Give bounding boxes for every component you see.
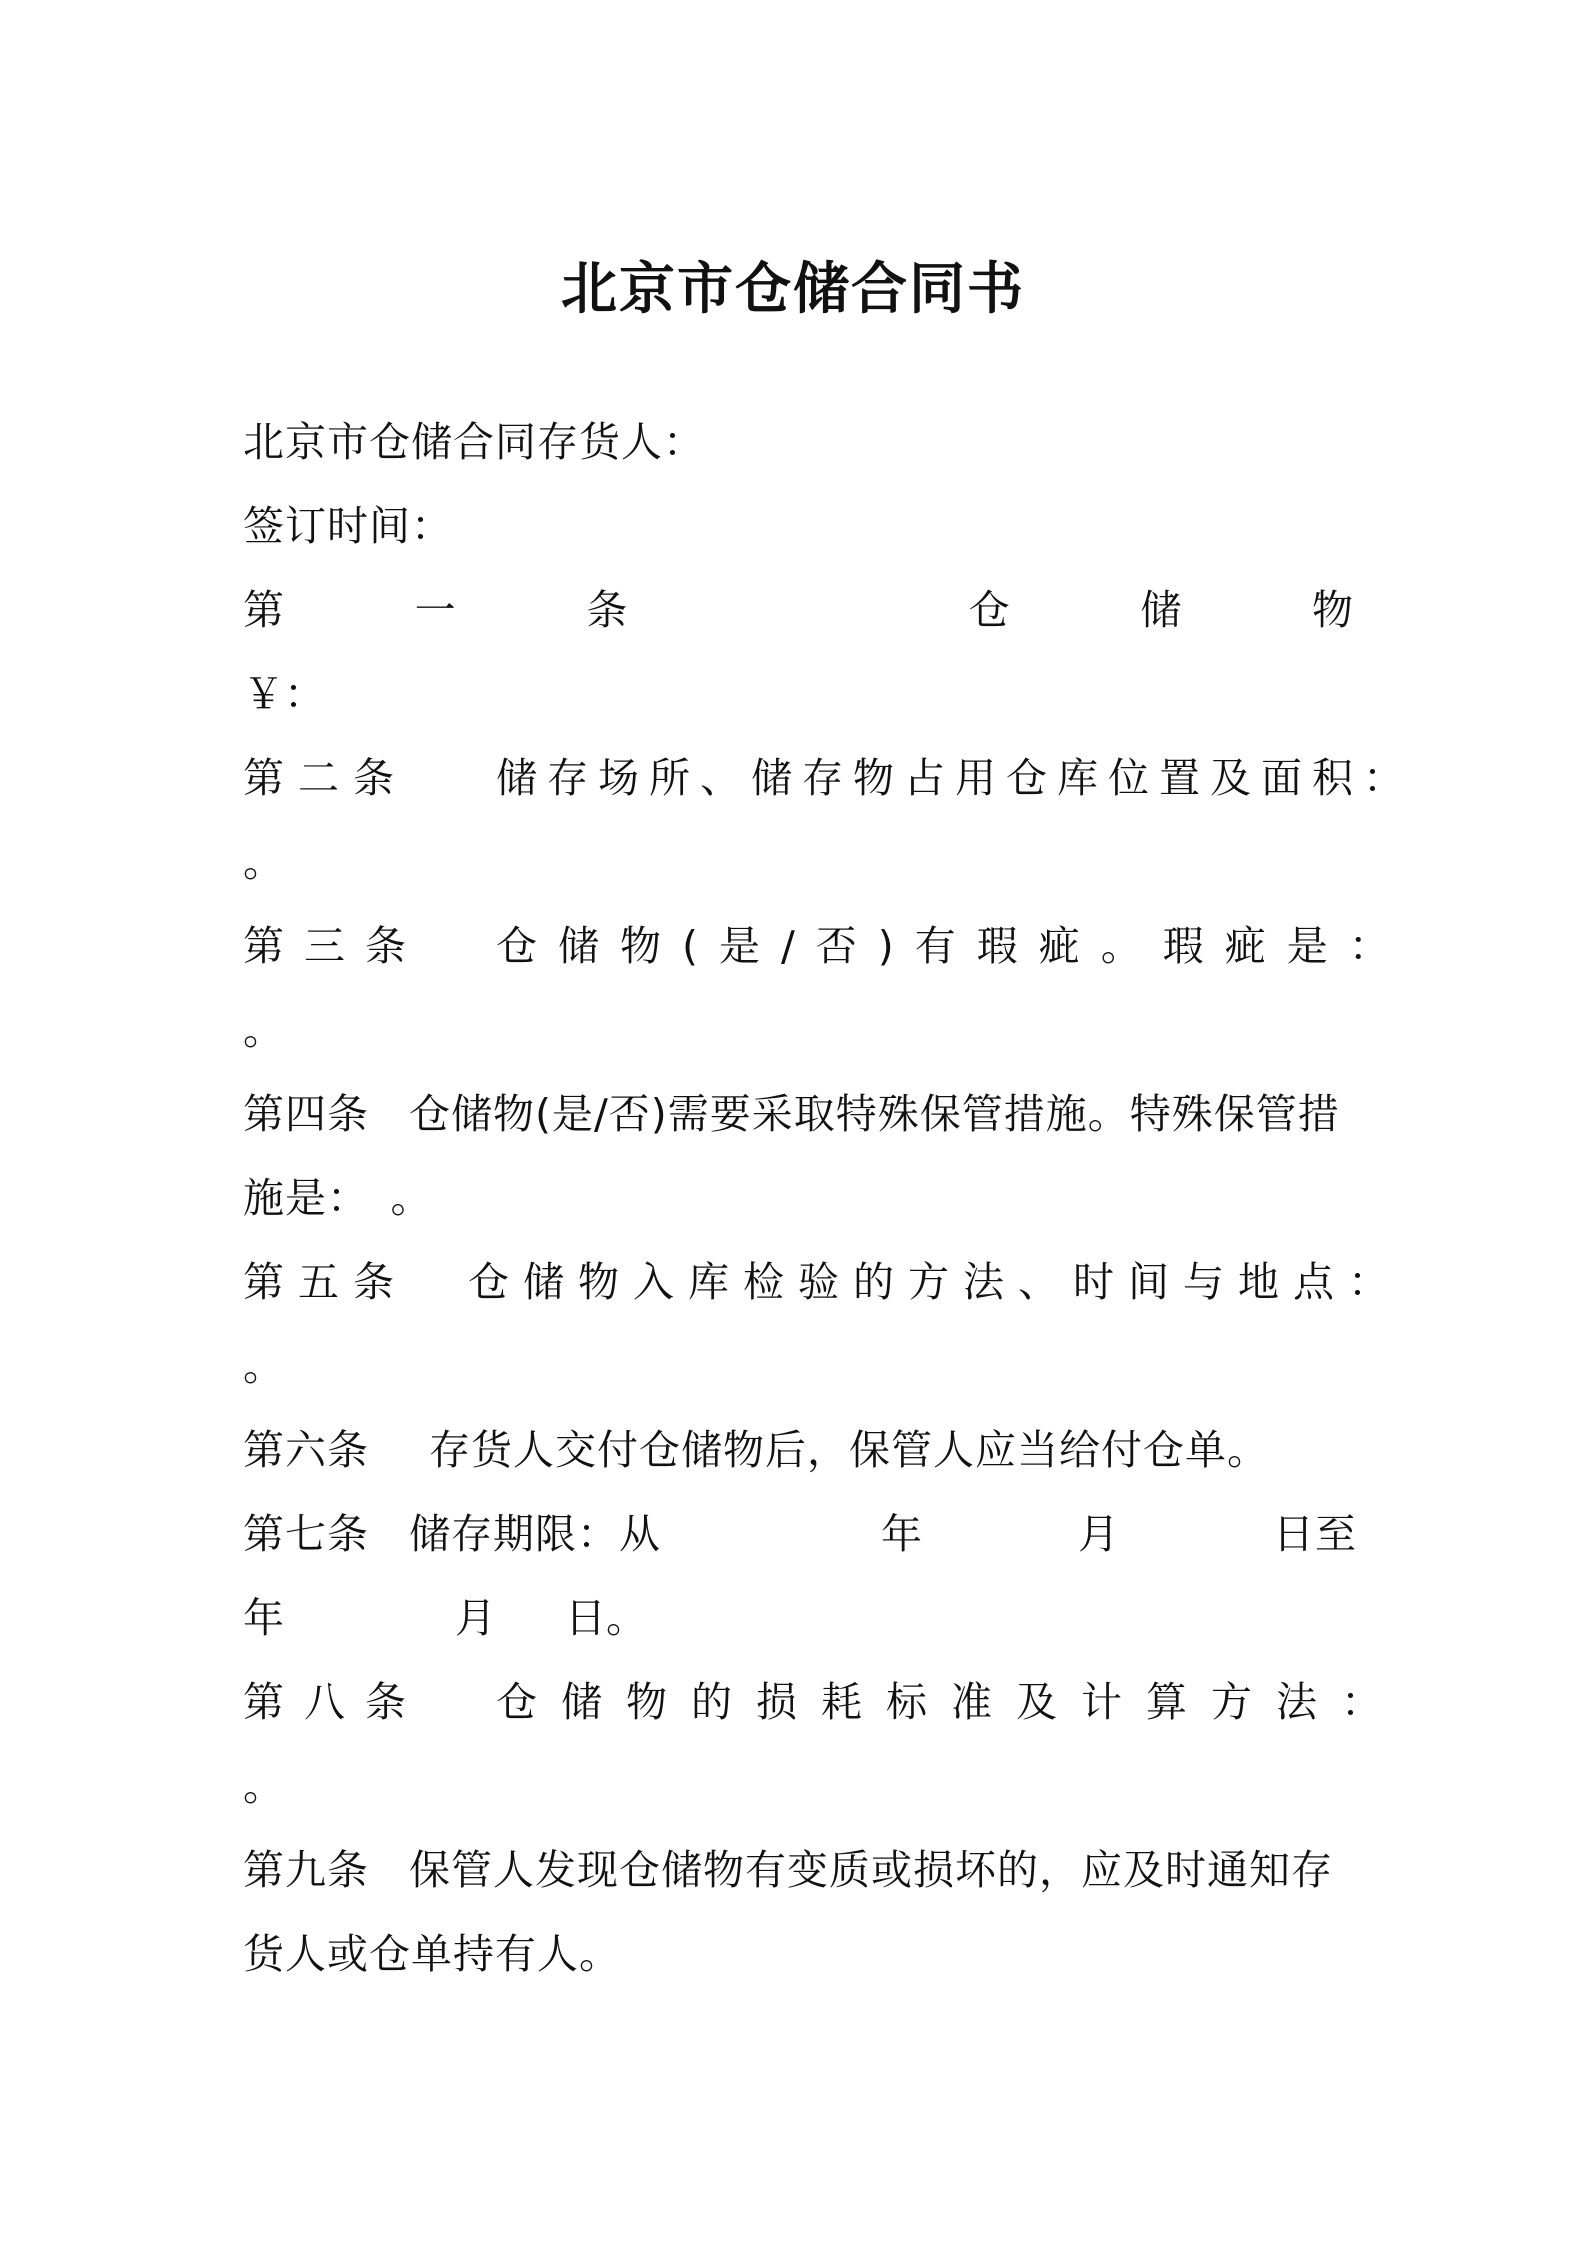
article-8-text: 仓储物的损耗标准及计算方法：	[496, 1678, 1406, 1726]
article-1-continuation: ￥：	[243, 670, 325, 718]
article-6-label: 第六条	[243, 1426, 369, 1474]
article-5-text: 仓储物入库检验的方法、时间与地点：	[468, 1258, 1403, 1306]
article-1-line	[243, 568, 1353, 652]
article-7-line	[243, 1492, 1357, 1576]
article-1-token: 物	[1311, 586, 1353, 634]
article-5-label: 第五条	[243, 1258, 408, 1306]
header-depositor-line: 北京市仓储合同存货人：	[243, 418, 705, 466]
article-7-label: 第七条	[243, 1510, 369, 1558]
article-6-line	[243, 1408, 1353, 1492]
article-2-label: 第二条	[243, 754, 408, 802]
article-8-label: 第八条	[243, 1678, 426, 1726]
article-2-text: 储存场所、储存物占用仓库位置及面积：	[496, 754, 1414, 802]
article-7-continuation	[243, 1576, 1353, 1660]
article-7-cont-day: 日。	[565, 1594, 647, 1642]
article-4-text: 仓储物(是/否)需要采取特殊保管措施。特殊保管措	[409, 1090, 1340, 1138]
article-1-token: 第	[243, 586, 284, 634]
article-7-year: 年	[881, 1510, 922, 1558]
article-1-token: 一	[414, 586, 456, 634]
article-9-text: 保管人发现仓储物有变质或损坏的，应及时通知存	[409, 1846, 1333, 1894]
article-6-text: 存货人交付仓储物后，保管人应当给付仓单。	[429, 1426, 1269, 1474]
article-7-month: 月	[1078, 1510, 1119, 1558]
document-title: 北京市仓储合同书	[561, 257, 1025, 322]
article-7-cont-month: 月	[455, 1594, 496, 1642]
article-7-day-to: 日至	[1273, 1510, 1357, 1558]
article-7-text: 储存期限：从	[409, 1510, 661, 1558]
article-4-continuation: 施是： 。	[243, 1174, 433, 1222]
header-signing-time-line: 签订时间：	[243, 502, 453, 550]
article-2-line	[243, 736, 1414, 820]
article-7-cont-year: 年	[243, 1594, 284, 1642]
article-3-label: 第三条	[243, 922, 426, 970]
article-5-continuation: 。	[243, 1342, 284, 1390]
article-1-token: 条	[586, 586, 628, 634]
article-9-continuation: 货人或仓单持有人。	[243, 1930, 621, 1978]
article-3-line	[243, 904, 1411, 988]
article-9-line	[243, 1828, 1353, 1912]
article-8-continuation: 。	[243, 1762, 284, 1810]
article-5-line	[243, 1240, 1403, 1324]
article-3-text: 仓储物(是/否)有瑕疵。瑕疵是：	[496, 922, 1411, 970]
article-1-token: 仓	[968, 586, 1010, 634]
article-9-label: 第九条	[243, 1846, 369, 1894]
article-4-line	[243, 1072, 1353, 1156]
article-4-label: 第四条	[243, 1090, 369, 1138]
article-2-continuation: 。	[243, 838, 284, 886]
article-8-line	[243, 1660, 1406, 1744]
article-3-continuation: 。	[243, 1006, 284, 1054]
article-1-token: 储	[1140, 586, 1182, 634]
article-1-gap	[758, 568, 838, 652]
